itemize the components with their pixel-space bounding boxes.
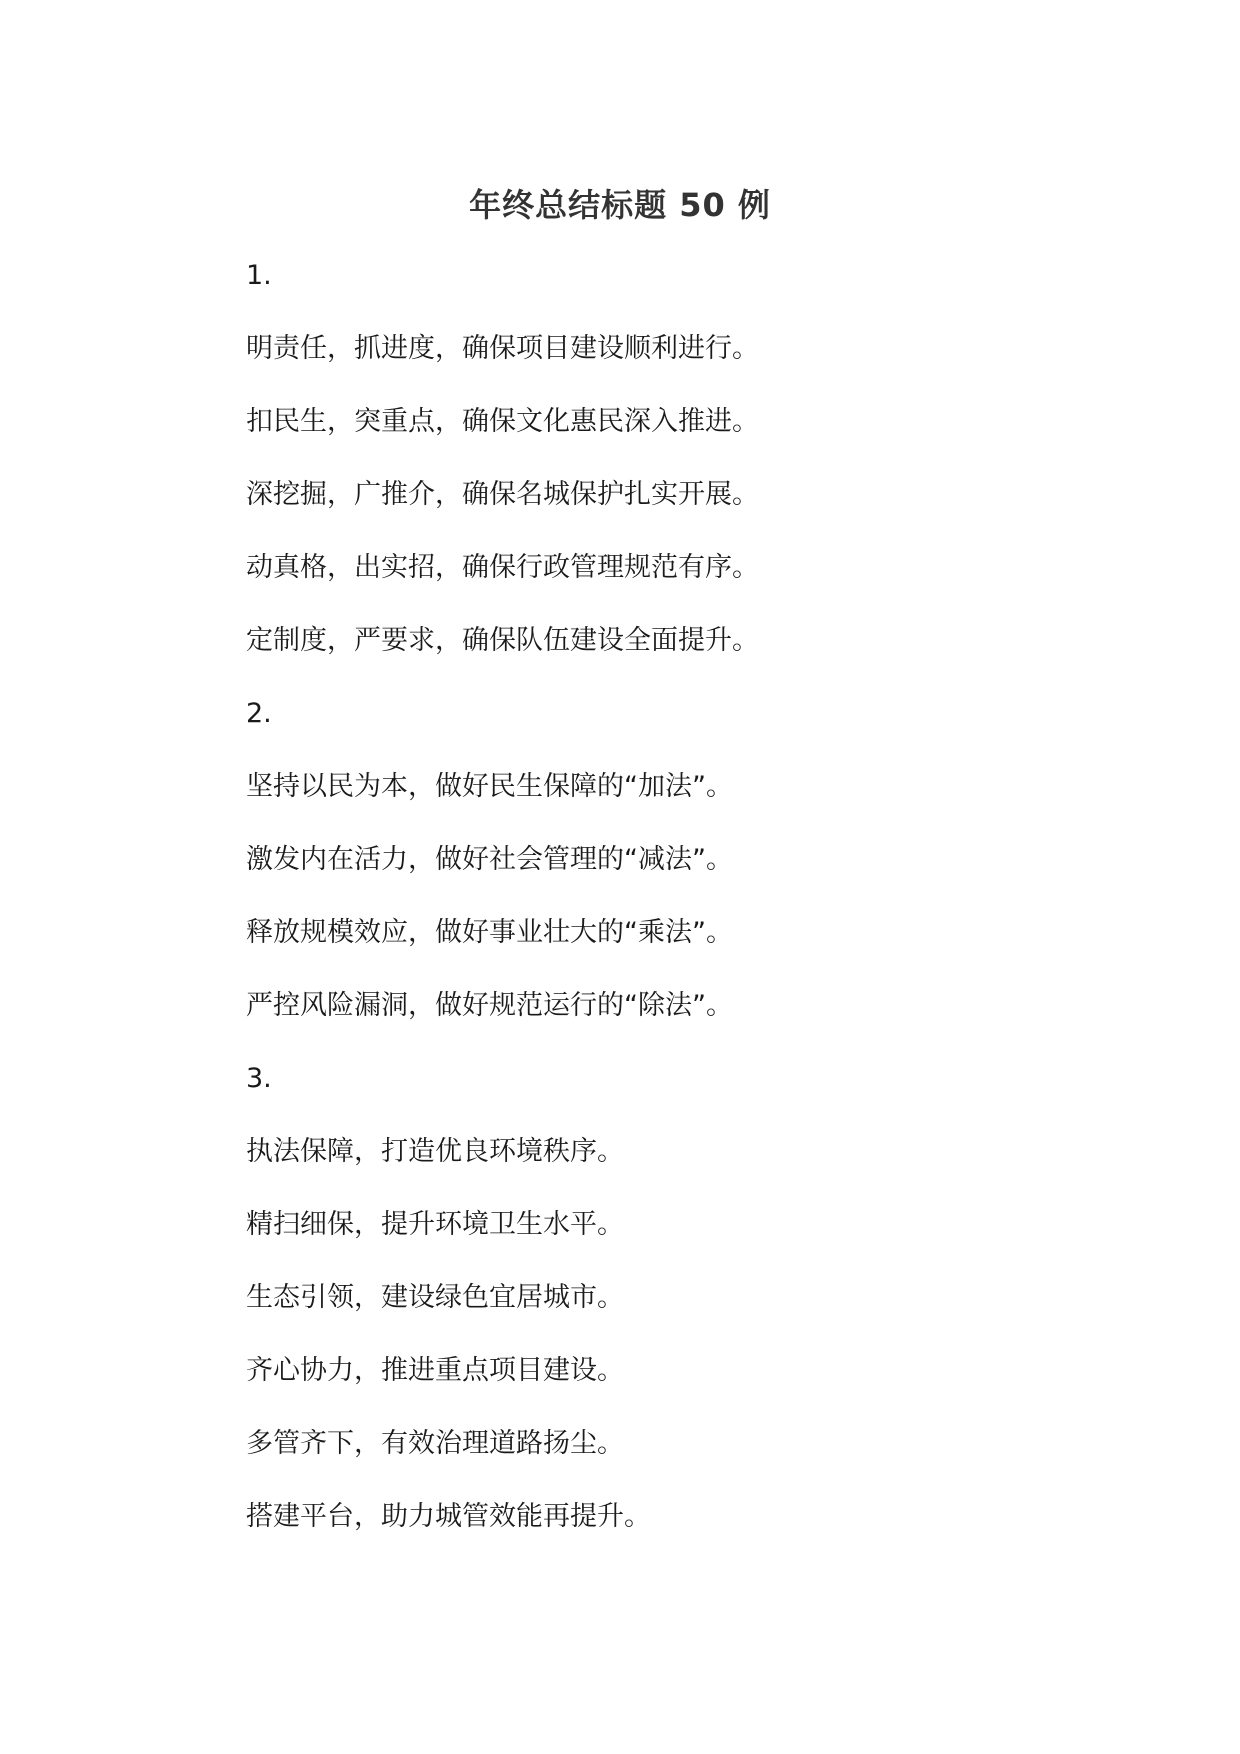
page-title: 年终总结标题 50 例 bbox=[469, 186, 771, 224]
text-line: 明责任，抓进度，确保项目建设顺利进行。 bbox=[246, 333, 759, 364]
text-line: 严控风险漏洞，做好规范运行的“除法”。 bbox=[246, 990, 733, 1021]
section-number: 2. bbox=[246, 698, 272, 729]
text-line: 动真格，出实招，确保行政管理规范有序。 bbox=[246, 552, 759, 583]
text-line: 多管齐下，有效治理道路扬尘。 bbox=[246, 1428, 624, 1459]
text-line: 激发内在活力，做好社会管理的“减法”。 bbox=[246, 844, 733, 875]
text-line: 释放规模效应，做好事业壮大的“乘法”。 bbox=[246, 917, 733, 948]
text-line: 搭建平台，助力城管效能再提升。 bbox=[246, 1501, 651, 1532]
text-line: 深挖掘，广推介，确保名城保护扎实开展。 bbox=[246, 479, 759, 510]
text-line: 扣民生，突重点，确保文化惠民深入推进。 bbox=[246, 406, 759, 437]
text-line: 执法保障，打造优良环境秩序。 bbox=[246, 1136, 624, 1167]
text-line: 齐心协力，推进重点项目建设。 bbox=[246, 1355, 624, 1386]
section-number: 3. bbox=[246, 1063, 272, 1094]
text-line: 生态引领，建设绿色宜居城市。 bbox=[246, 1282, 624, 1313]
section-number: 1. bbox=[246, 260, 272, 291]
text-line: 精扫细保，提升环境卫生水平。 bbox=[246, 1209, 624, 1240]
text-line: 定制度，严要求，确保队伍建设全面提升。 bbox=[246, 625, 759, 656]
text-line: 坚持以民为本，做好民生保障的“加法”。 bbox=[246, 771, 733, 802]
